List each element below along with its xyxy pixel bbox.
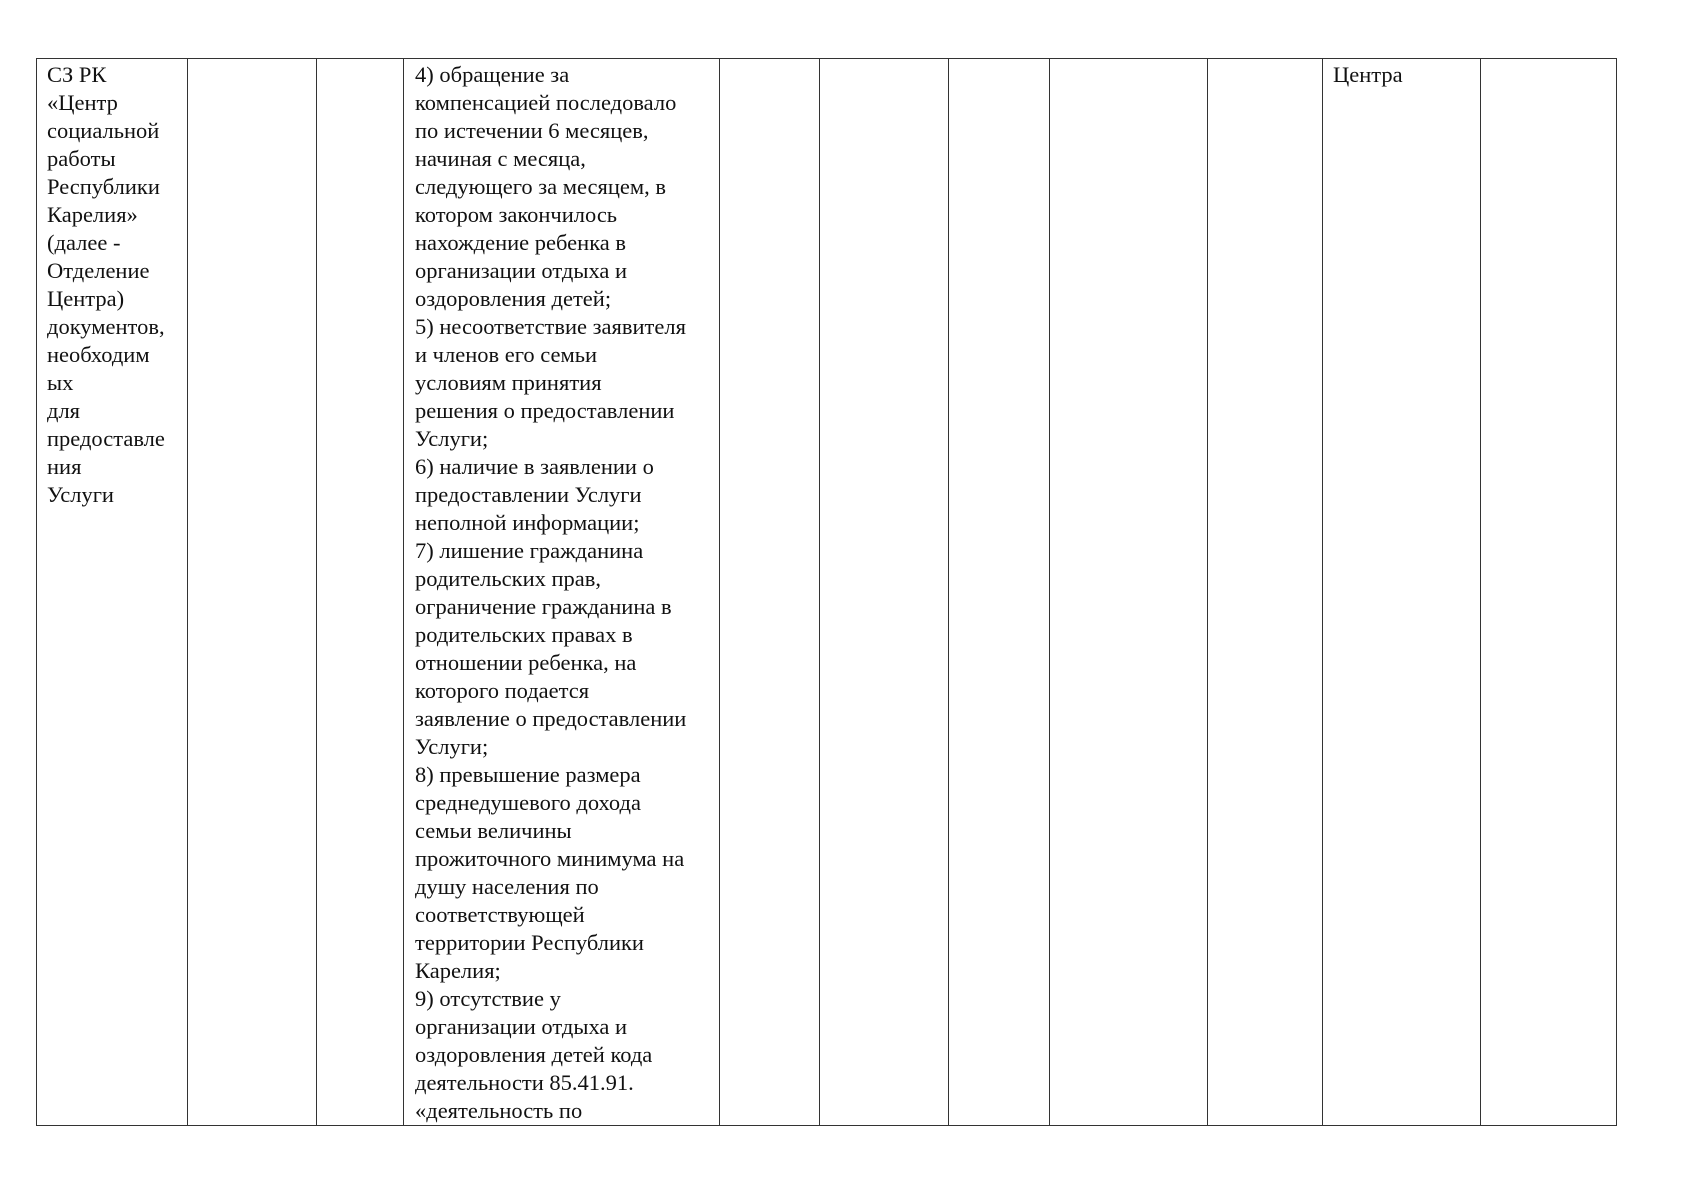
cell-text-11 (1481, 59, 1616, 61)
table-cell-empty-9 (1208, 59, 1323, 1126)
table-cell-organization (37, 59, 188, 1126)
cell-text-2 (188, 59, 316, 61)
cell-text-6 (820, 59, 948, 61)
table-cell-empty-5 (720, 59, 820, 1126)
cell-text-center: Центра (1333, 62, 1403, 87)
table-row (37, 59, 1617, 1126)
table-cell-empty-8 (1050, 59, 1208, 1126)
cell-text-8 (1050, 59, 1207, 61)
table-cell-refusal-grounds (404, 59, 720, 1126)
services-table (36, 58, 1617, 1126)
cell-text-7 (949, 59, 1049, 61)
cell-text-5 (720, 59, 819, 61)
table-cell-empty-7 (949, 59, 1050, 1126)
table-cell-empty-11 (1481, 59, 1617, 1126)
table-cell-empty-2 (188, 59, 317, 1126)
cell-text-9 (1208, 59, 1322, 61)
table-cell-empty-3 (317, 59, 404, 1126)
cell-text-refusal-grounds: 4) обращение за компенсацией последовало по истечении 6 месяцев, начиная с месяца, следующего за месяцем, в котором закончилось нахождение ребенка в организации отдыха и оздоровления детей; 5) несоответствие заявителя и членов его семьи условиям принятия решения о предоставлении Услуги; 6) наличие в заявлении о предоставлении Услуги неполной информации; 7) лишение гражданина родительских прав, ограничение гражданина в родительских правах в отношении ребенка, на которого подается заявление о предоставлении Услуги; 8) превышение размера среднедушевого дохода семьи величины прожиточного минимума на душу населения по соответствующей территории Республики Карелия; 9) отсутствие у организации отдыха и оздоровления детей кода деятельности 85.41.91. «деятельность по (415, 62, 687, 1123)
table-cell-center (1323, 59, 1481, 1126)
cell-text-3 (317, 59, 403, 61)
cell-text-organization: СЗ РК «Центр социальной работы Республики Карелия» (далее - Отделение Центра) документов, необходим ых для предоставле ния Услуги (47, 62, 165, 507)
table-cell-empty-6 (820, 59, 949, 1126)
